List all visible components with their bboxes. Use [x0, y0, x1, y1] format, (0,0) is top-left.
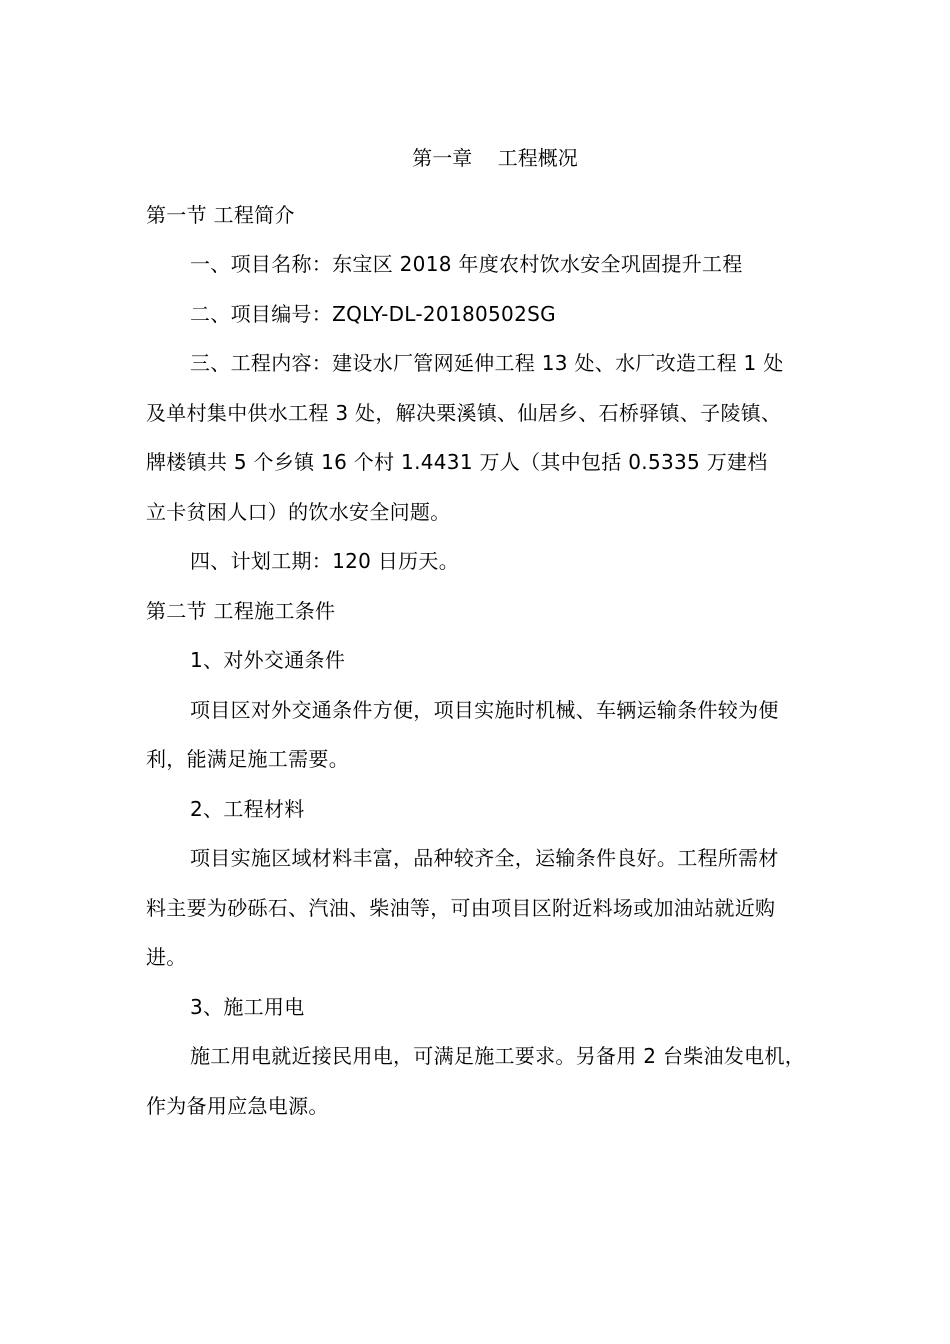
project-content-line-2: 及单村集中供水工程 3 处，解决栗溪镇、仙居乡、石桥驿镇、子陵镇、 — [146, 401, 782, 425]
subheading-power: 3、施工用电 — [190, 995, 305, 1019]
project-number-line: 二、项目编号：ZQLY-DL-20180502SG — [190, 302, 556, 326]
section-heading-1: 第一节 工程简介 — [146, 203, 295, 227]
power-paragraph-line-2: 作为备用应急电源。 — [146, 1094, 329, 1118]
section-heading-2: 第二节 工程施工条件 — [146, 599, 336, 623]
materials-paragraph-line-2: 料主要为砂砾石、汽油、柴油等，可由项目区附近料场或加油站就近购 — [146, 896, 776, 920]
materials-paragraph-line-1: 项目实施区域材料丰富，品种较齐全，运输条件良好。工程所需材 — [190, 846, 779, 870]
subheading-materials: 2、工程材料 — [190, 797, 305, 821]
project-content-line-3: 牌楼镇共 5 个乡镇 16 个村 1.4431 万人（其中包括 0.5335 万建档 — [146, 450, 768, 474]
project-content-line-1: 三、工程内容：建设水厂管网延伸工程 13 处、水厂改造工程 1 处 — [190, 351, 784, 375]
subheading-transport: 1、对外交通条件 — [190, 648, 346, 672]
project-content-line-4: 立卡贫困人口）的饮水安全问题。 — [146, 500, 451, 524]
project-name-line: 一、项目名称：东宝区 2018 年度农村饮水安全巩固提升工程 — [190, 252, 743, 276]
transport-paragraph-line-1: 项目区对外交通条件方便，项目实施时机械、车辆运输条件较为便 — [190, 698, 779, 722]
materials-paragraph-line-3: 进。 — [146, 945, 187, 969]
power-paragraph-line-1: 施工用电就近接民用电，可满足施工要求。另备用 2 台柴油发电机， — [190, 1044, 806, 1068]
schedule-line: 四、计划工期：120 日历天。 — [190, 549, 460, 573]
transport-paragraph-line-2: 利，能满足施工需要。 — [146, 747, 349, 771]
chapter-title: 第一章 工程概况 — [412, 146, 578, 170]
